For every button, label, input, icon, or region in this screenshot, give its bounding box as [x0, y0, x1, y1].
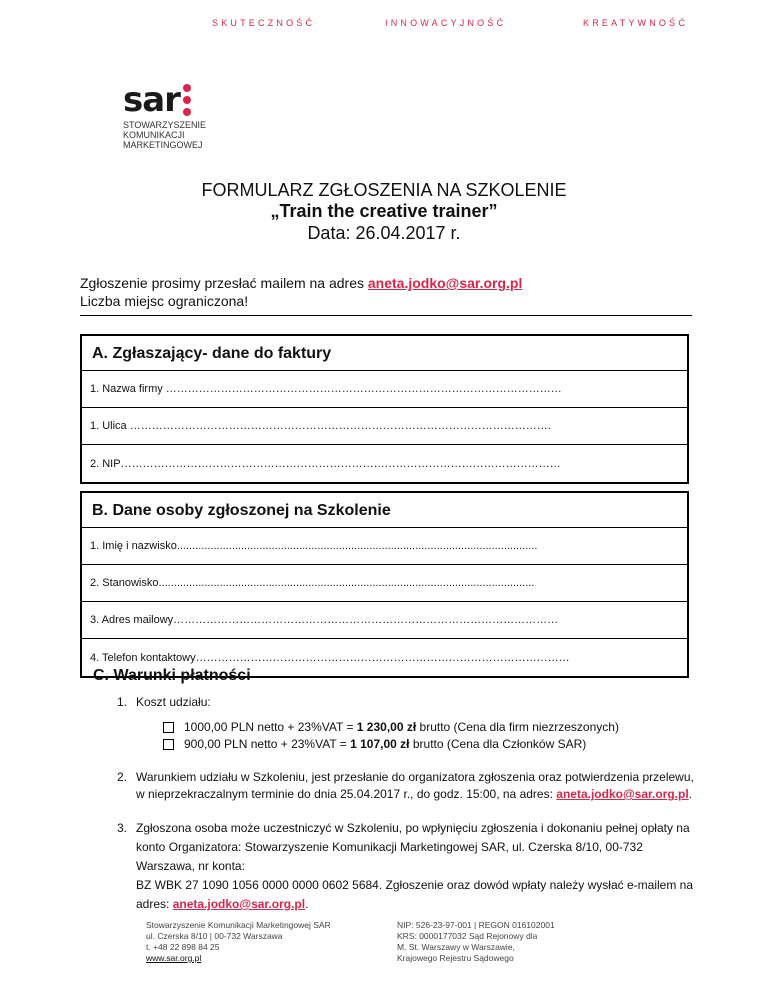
section-c-heading: C. Warunki płatności: [93, 667, 251, 684]
section-a-box: [80, 334, 689, 484]
price-options: [80, 719, 700, 753]
phone-field[interactable]: 4. Telefon kontaktowy…………………………………………………………………………………………: [90, 651, 570, 664]
list-item: 1. Koszt udziału:: [117, 695, 211, 709]
header-tag-innowacyjnosc: INNOWACYJNOŚĆ: [385, 18, 507, 28]
list-item: 2. Warunkiem udziału w Szkoleniu, jest przesłanie do organizatora zgłoszenia oraz potwierdzenia przelewu, w nieprzekraczalnym terminie do dnia 25.04.2017 r., do godz. 15:00, na adres: aneta.jodko@sar.org.pl.: [117, 770, 694, 801]
nip-field[interactable]: 2. NIP…………………………………………………………………………………………………………: [90, 457, 561, 470]
deadline-email-link[interactable]: aneta.jodko@sar.org.pl: [556, 787, 689, 801]
divider: [80, 315, 692, 316]
price-option-member[interactable]: 900,00 PLN netto + 23%VAT = 1 107,00 zł brutto (Cena dla Członków SAR): [163, 736, 700, 753]
checkbox-icon[interactable]: [163, 739, 174, 750]
payment-terms-list: [80, 694, 700, 914]
price-option-nonmember[interactable]: 1000,00 PLN netto + 23%VAT = 1 230,00 zł brutto (Cena dla firm niezrzeszonych): [163, 719, 700, 736]
section-b-box: [80, 491, 689, 678]
position-field[interactable]: 2. Stanowisko...........................................................................................................................: [82, 565, 687, 602]
full-name-field[interactable]: 1. Imię i nazwisko......................................................................................................................: [82, 528, 687, 565]
training-date: Data: 26.04.2017 r.: [307, 223, 461, 243]
intro-email-link[interactable]: aneta.jodko@sar.org.pl: [367, 275, 523, 291]
footer-registration: NIP: 526-23-97-001 | REGON 016102001 KRS: 0000177032 Sąd Rejonowy dla M. St. Warszawy w Warszawie, Krajowego Rejestru Sądowego: [397, 920, 555, 963]
checkbox-icon[interactable]: [163, 722, 174, 733]
section-a-heading: A. Zgłaszający- dane do faktury: [82, 336, 687, 371]
list-item: 3. Zgłoszona osoba może uczestniczyć w Szkoleniu, po wpłynięciu zgłoszenia i dokonaniu pełnej opłaty na konto Organizatora: Stowarzyszenie Komunikacji Marketingowej SAR, ul. Czerska 8/10, 00-732 Warszawa, nr konta: BZ WBK 27 1090 1056 0000 0000 0602 5684. Zgłoszenie oraz dowód wpłaty należy wysłać e-mailem na adres: aneta.jodko@sar.org.pl.: [117, 821, 693, 911]
footer-address: Stowarzyszenie Komunikacji Marketingowej SAR ul. Czerska 8/10 | 00-732 Warszawa t. +48 22 898 84 25 www.sar.org.pl: [146, 920, 331, 963]
company-name-field[interactable]: 1. Nazwa firmy ………………………………………………………………………………………………: [82, 371, 687, 408]
section-b-heading: B. Dane osoby zgłoszonej na Szkolenie: [82, 493, 687, 528]
intro-text: Zgłoszenie prosimy przesłać mailem na adres aneta.jodko@sar.org.pl Liczba miejsc ograniczona!: [80, 275, 523, 309]
street-field[interactable]: 1. Ulica …………………………………………………………………………………………………….: [82, 408, 687, 445]
header-tag-kreatywnosc: KREATYWNOŚĆ: [583, 18, 689, 28]
logo-subtitle: STOWARZYSZENIE KOMUNIKACJI MARKETINGOWEJ: [123, 120, 207, 150]
header-tag-skutecznosc: SKUTECZNOŚĆ: [212, 18, 316, 28]
payment-email-link[interactable]: aneta.jodko@sar.org.pl: [172, 897, 306, 911]
logo-dots-icon: [183, 82, 191, 118]
logo-wordmark: sar: [123, 80, 180, 120]
form-title: FORMULARZ ZGŁOSZENIA NA SZKOLENIE: [201, 180, 567, 200]
limit-notice: Liczba miejsc ograniczona!: [80, 293, 249, 309]
email-field[interactable]: 3. Adres mailowy……………………………………………………………………………………………: [82, 602, 687, 639]
training-name: „Train the creative trainer”: [270, 201, 498, 221]
sar-logo: [123, 82, 206, 150]
website-link[interactable]: www.sar.org.pl: [146, 953, 202, 963]
